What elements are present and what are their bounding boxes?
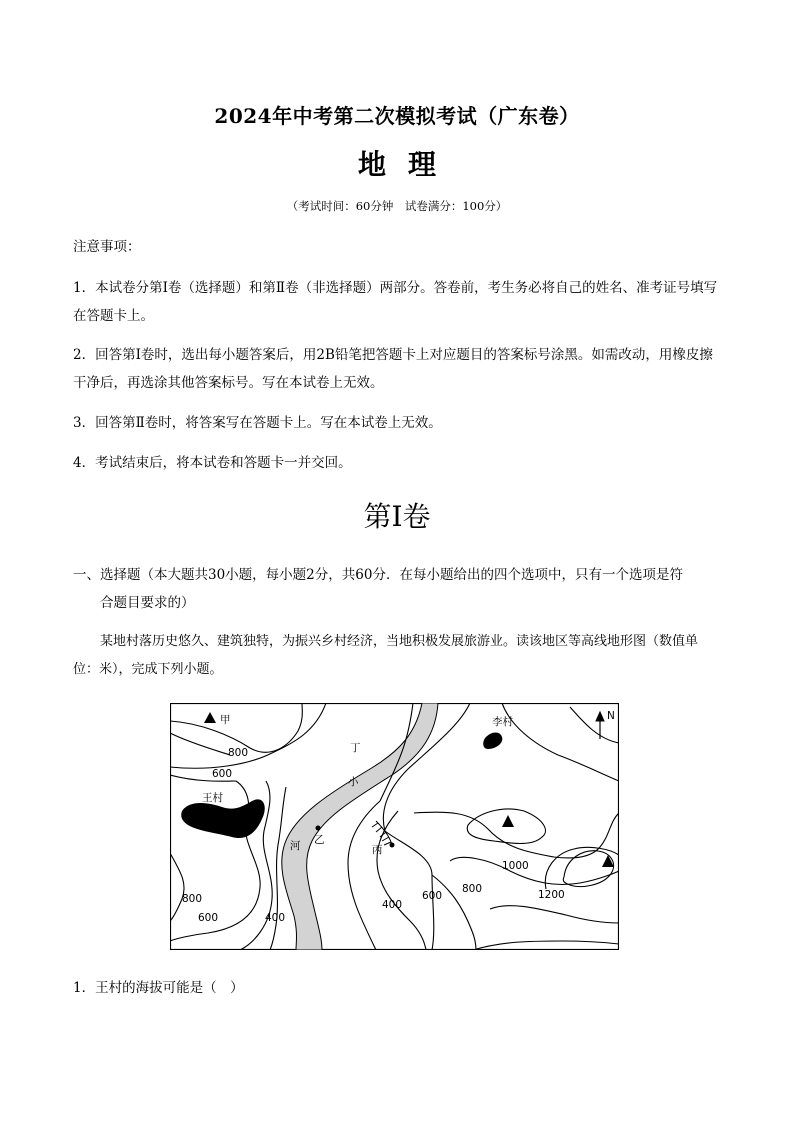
contour-label-400-left: 400 <box>265 912 286 924</box>
subject-title: 地理 <box>357 148 458 181</box>
contour-label-1000: 1000 <box>502 860 529 872</box>
label-bing: 丙 <box>372 844 383 856</box>
exam-info: （考试时间：60分钟 试卷满分：100分） <box>286 199 508 213</box>
label-ding: 丁 <box>350 742 361 754</box>
section-heading <box>73 561 733 617</box>
label-wangcun: 王村 <box>202 792 223 804</box>
contour-label-1200: 1200 <box>538 889 565 901</box>
note-item-4: 4．考试结束后，将本试卷和答题卡一并交回。 <box>73 455 352 471</box>
label-jia: 甲 <box>220 714 231 726</box>
contour-label-600-left: 600 <box>198 912 219 924</box>
notes-heading: 注意事项： <box>73 239 141 255</box>
label-river-1: 小 <box>348 776 359 788</box>
question-1: 1．王村的海拔可能是（ ） <box>73 980 244 996</box>
contour-label-600-mid: 600 <box>422 890 443 902</box>
contour-label-600-top: 600 <box>212 768 233 780</box>
section-line-1: 一、选择题（本大题共30小题，每小题2分，共60分．在每小题给出的四个选项中，只有一个选项是符 <box>73 567 683 583</box>
section-line-2: 合题目要求的） <box>100 595 195 611</box>
label-north: N <box>607 710 615 722</box>
contour-label-800-top: 800 <box>228 747 249 759</box>
contour-map <box>170 703 619 950</box>
label-river-2: 河 <box>290 840 301 852</box>
point-yi-icon <box>316 826 321 831</box>
contour-label-400-mid: 400 <box>382 899 403 911</box>
note-item-1: 1．本试卷分第Ⅰ卷（选择题）和第Ⅱ卷（非选择题）两部分。答卷前，考生务必将自己的姓名、准考证号填写在答题卡上。 <box>73 280 718 324</box>
note-item-3: 3．回答第Ⅱ卷时，将答案写在答题卡上。写在本试卷上无效。 <box>73 415 442 431</box>
contour-label-800-right: 800 <box>462 883 483 895</box>
contour-label-800-left: 800 <box>182 893 203 905</box>
label-licun: 李村 <box>492 716 513 728</box>
exam-title: 2024年中考第二次模拟考试（广东卷） <box>214 104 580 128</box>
volume-title: 第Ⅰ卷 <box>363 500 431 533</box>
question-intro: 某地村落历史悠久、建筑独特，为振兴乡村经济，当地积极发展旅游业。读该地区等高线地形图（数值单位：米），完成下列小题。 <box>73 634 699 677</box>
note-item-2: 2．回答第Ⅰ卷时，选出每小题答案后，用2B铅笔把答题卡上对应题目的答案标号涂黑。如需改动，用橡皮擦干净后，再选涂其他答案标号。写在本试卷上无效。 <box>73 347 713 391</box>
label-yi: 乙 <box>314 834 325 846</box>
point-bing-icon <box>390 843 395 848</box>
